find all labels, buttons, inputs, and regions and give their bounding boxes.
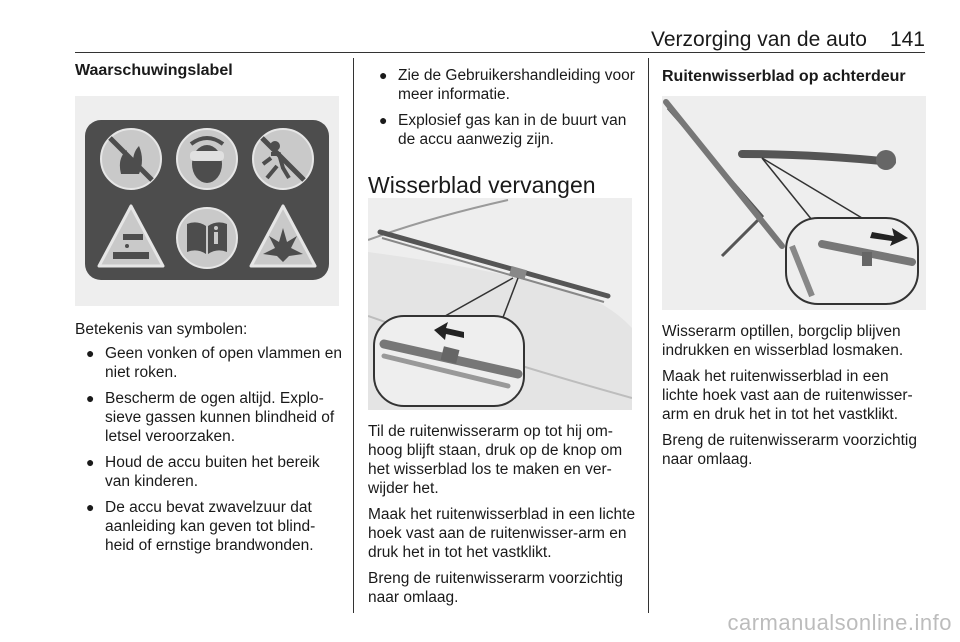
eye-protection-icon [177,129,237,189]
column-divider-1 [353,58,354,613]
wiper-blade-figure [368,198,632,410]
bullet-icon: ● [379,112,388,128]
column-2-top [368,66,636,199]
bullet-icon: ● [86,390,95,406]
paragraph: Maak het ruitenwisserblad in een lichte hoek vast aan de ruitenwisser-arm en druk het in tot het vastklikt. [662,368,913,423]
column-1-text [75,320,343,555]
no-fire-smoking-icon [101,129,161,189]
warning-label-figure [75,96,339,306]
page-header [75,28,925,52]
list-item: ● Geen vonken of open vlammen en niet roken. [86,345,342,381]
symbols-intro: Betekenis van symbolen: [75,321,248,338]
paragraph: Til de ruitenwisserarm op tot hij om-hoog blijft staan, druk op de knop om het wisserblad los te maken en ver-wijder het. [368,423,623,497]
column-1 [75,60,343,82]
rear-wiper-heading: Ruitenwisserblad op achterdeur [662,68,906,85]
symbols-list [75,344,343,555]
header-divider [75,52,925,53]
column-3-top [662,66,926,88]
keep-children-away-icon [253,129,313,189]
column-2-text [368,422,636,607]
list-item: ● Explosief gas kan in de buurt van de accu aanwezig zijn. [379,112,627,148]
warning-label-heading: Waarschuwingslabel [75,62,233,79]
rear-wiper-figure [662,96,926,310]
read-manual-icon [177,208,237,268]
list-item: ● Zie de Gebruikershandleiding voor meer informatie. [379,67,635,103]
column-divider-2 [648,58,649,613]
bullet-icon: ● [86,454,95,470]
page-number: 141 [889,28,925,51]
paragraph: Breng de ruitenwisserarm voorzichtig naar omlaag. [662,432,917,468]
warning-label-illustration [75,96,339,306]
wiper-blade-heading: Wisserblad vervangen [368,172,596,198]
rear-wiper-illustration [662,96,926,310]
list-item: ● Bescherm de ogen altijd. Explo-sieve gassen kunnen blindheid of letsel veroorzaken. [86,390,335,445]
bullet-icon: ● [379,67,388,83]
wiper-blade-illustration [368,198,632,410]
bullet-icon: ● [86,499,95,515]
paragraph: Wisserarm optillen, borgclip blijven indrukken en wisserblad losmaken. [662,323,904,359]
section-title: Verzorging van de auto [651,28,867,51]
column-3-text [662,322,926,469]
paragraph: Maak het ruitenwisserblad in een lichte hoek vast aan de ruitenwisser-arm en druk het in tot het vastklikt. [368,506,636,561]
list-item: ● Houd de accu buiten het bereik van kinderen. [86,454,320,490]
bullet-icon: ● [86,345,95,361]
paragraph: Breng de ruitenwisserarm voorzichtig naar omlaag. [368,570,623,606]
watermark: carmanualsonline.info [727,610,952,635]
list-item: ● De accu bevat zwavelzuur dat aanleiding kan geven tot blind-heid of ernstige brandwonden. [86,499,316,554]
warnings-list [368,66,636,149]
